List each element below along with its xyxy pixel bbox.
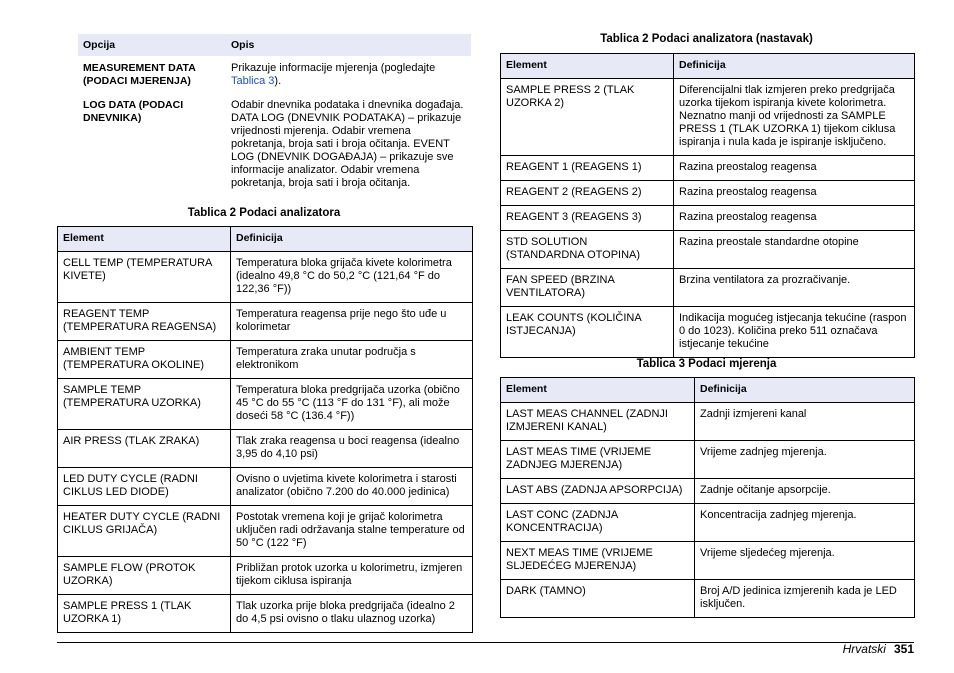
table-row xyxy=(58,557,473,595)
table2-caption: Tablica 2 Podaci analizatora xyxy=(187,207,341,219)
definition-cell: Indikacija mogućeg istjecanja tekućine (raspon 0 do 1023). Količina preko 511 označava istjecanje tekućine xyxy=(674,307,915,358)
table-row xyxy=(501,206,915,231)
element-cell: FAN SPEED (BRZINA VENTILATORA) xyxy=(501,269,674,307)
definition-cell: Vrijeme zadnjeg mjerenja. xyxy=(695,441,915,479)
element-cell: DARK (TAMNO) xyxy=(501,580,695,618)
table2-cont-header-element: Element xyxy=(501,54,674,79)
option-name: LOG DATA (PODACI DNEVNIKA) xyxy=(83,99,184,124)
table2-cont-analyzer-data xyxy=(500,53,915,358)
table-row xyxy=(501,181,915,206)
table-row xyxy=(58,303,473,341)
element-cell: HEATER DUTY CYCLE (RADNI CIKLUS GRIJAČA) xyxy=(58,506,231,557)
table2-cont-header-definition: Definicija xyxy=(674,54,915,79)
options-header-row xyxy=(78,34,471,56)
element-cell: LAST CONC (ZADNJA KONCENTRACIJA) xyxy=(501,504,695,542)
option-name: MEASUREMENT DATA (PODACI MJERENJA) xyxy=(83,62,196,87)
element-cell: LAST ABS (ZADNJA APSORPCIJA) xyxy=(501,479,695,504)
options-row-log-data xyxy=(78,92,471,194)
definition-cell: Temperatura reagensa prije nego što uđe u kolorimetar xyxy=(231,303,473,341)
element-cell: LAST MEAS TIME (VRIJEME ZADNJEG MJERENJA) xyxy=(501,441,695,479)
table-row xyxy=(58,430,473,468)
definition-cell: Razina preostalog reagensa xyxy=(674,206,915,231)
definition-cell: Temperatura bloka grijača kivete kolorimetra (idealno 49,8 °C do 50,2 °C (121,64 °F do 122,36 °F)) xyxy=(231,252,473,303)
table-row xyxy=(58,252,473,303)
element-cell: SAMPLE PRESS 2 (TLAK UZORKA 2) xyxy=(501,79,674,156)
definition-cell: Tlak uzorka prije bloka predgrijača (idealno 2 do 4,5 psi ovisno o tlaku ulaznog uzorka) xyxy=(231,595,473,633)
element-cell: SAMPLE TEMP (TEMPERATURA UZORKA) xyxy=(58,379,231,430)
element-cell: CELL TEMP (TEMPERATURA KIVETE) xyxy=(58,252,231,303)
definition-cell: Temperatura zraka unutar područja s elektronikom xyxy=(231,341,473,379)
table2-header-element: Element xyxy=(58,227,231,252)
option-description-end: ). xyxy=(274,75,282,87)
footer-rule xyxy=(57,642,914,643)
element-cell: REAGENT 2 (REAGENS 2) xyxy=(501,181,674,206)
options-table xyxy=(78,34,471,194)
element-cell: SAMPLE PRESS 1 (TLAK UZORKA 1) xyxy=(58,595,231,633)
table2-cont-header-row xyxy=(501,54,915,79)
element-cell: STD SOLUTION (STANDARDNA OTOPINA) xyxy=(501,231,674,269)
table-row xyxy=(501,79,915,156)
definition-cell: Razina preostalog reagensa xyxy=(674,181,915,206)
table-row xyxy=(501,441,915,479)
element-cell: REAGENT 3 (REAGENS 3) xyxy=(501,206,674,231)
table-row xyxy=(501,542,915,580)
table3-caption: Tablica 3 Podaci mjerenja xyxy=(636,358,777,370)
table-row xyxy=(58,468,473,506)
table-row xyxy=(58,379,473,430)
options-header-description: Opis xyxy=(226,34,471,56)
definition-cell: Brzina ventilatora za prozračivanje. xyxy=(674,269,915,307)
options-header-option: Opcija xyxy=(78,34,226,56)
option-description xyxy=(226,56,471,92)
table-row xyxy=(501,156,915,181)
table-row xyxy=(58,341,473,379)
definition-cell: Tlak zraka reagensa u boci reagensa (idealno 3,95 do 4,10 psi) xyxy=(231,430,473,468)
table-3-link[interactable]: Tablica 3 xyxy=(231,75,275,87)
definition-cell: Zadnje očitanje apsorpcije. xyxy=(695,479,915,504)
element-cell: LED DUTY CYCLE (RADNI CIKLUS LED DIODE) xyxy=(58,468,231,506)
definition-cell: Zadnji izmjereni kanal xyxy=(695,403,915,441)
table-row xyxy=(58,506,473,557)
page-footer xyxy=(843,643,914,656)
table-row xyxy=(501,307,915,358)
element-cell: AIR PRESS (TLAK ZRAKA) xyxy=(58,430,231,468)
element-cell: LEAK COUNTS (KOLIČINA ISTJECANJA) xyxy=(501,307,674,358)
element-cell: SAMPLE FLOW (PROTOK UZORKA) xyxy=(58,557,231,595)
element-cell: REAGENT 1 (REAGENS 1) xyxy=(501,156,674,181)
definition-cell: Približan protok uzorka u kolorimetru, izmjeren tijekom ciklusa ispiranja xyxy=(231,557,473,595)
definition-cell: Postotak vremena koji je grijač kolorimetra uključen radi održavanja stalne temperature od 50 °C (122 °F) xyxy=(231,506,473,557)
definition-cell: Broj A/D jedinica izmjerenih kada je LED isključen. xyxy=(695,580,915,618)
table-row xyxy=(501,403,915,441)
table3-header-row xyxy=(501,378,915,403)
table-row xyxy=(501,231,915,269)
table-row xyxy=(501,269,915,307)
element-cell: LAST MEAS CHANNEL (ZADNJI IZMJERENI KANAL) xyxy=(501,403,695,441)
option-description-text: Prikazuje informacije mjerenja (pogledajte xyxy=(231,62,436,74)
table3-header-element: Element xyxy=(501,378,695,403)
option-description: Odabir dnevnika podataka i dnevnika događaja. DATA LOG (DNEVNIK PODATAKA) – prikazuje vrijednosti mjerenja. Odabir vremena pokretanja, broja sati i broja očitanja. EVENT LOG (DNEVNIK DOGAĐAJA) – prikazuje sve informacije analizator. Odabir vremena pokretanja, broja sati i broja očitanja. xyxy=(231,99,464,189)
page-number: 351 xyxy=(893,642,914,656)
table2-analyzer-data xyxy=(57,226,473,633)
definition-cell: Temperatura bloka predgrijača uzorka (obično 45 °C do 55 °C (113 °F do 131 °F), ali može doseći 58 °C (136.4 °F)) xyxy=(231,379,473,430)
definition-cell: Diferencijalni tlak izmjeren preko predgrijača uzorka tijekom ispiranja kivete kolorimetra. Neznatno manji od vrijednosti za SAMPLE PRESS 1 (TLAK UZORKA 1) tijekom ciklusa ispiranja i nula kada je ispiranje isključeno. xyxy=(674,79,915,156)
options-row-measurement-data xyxy=(78,56,471,92)
table-row xyxy=(501,479,915,504)
definition-cell: Koncentracija zadnjeg mjerenja. xyxy=(695,504,915,542)
table2-cont-caption: Tablica 2 Podaci analizatora (nastavak) xyxy=(600,33,813,45)
element-cell: REAGENT TEMP (TEMPERATURA REAGENSA) xyxy=(58,303,231,341)
table-row xyxy=(501,580,915,618)
table3-header-definition: Definicija xyxy=(695,378,915,403)
table-row xyxy=(501,504,915,542)
definition-cell: Vrijeme sljedećeg mjerenja. xyxy=(695,542,915,580)
definition-cell: Ovisno o uvjetima kivete kolorimetra i starosti analizator (obično 7.200 do 40.000 jedinica) xyxy=(231,468,473,506)
table2-header-definition: Definicija xyxy=(231,227,473,252)
footer-language: Hrvatski xyxy=(842,642,886,656)
table-row xyxy=(58,595,473,633)
element-cell: NEXT MEAS TIME (VRIJEME SLJEDEĆEG MJERENJA) xyxy=(501,542,695,580)
definition-cell: Razina preostalog reagensa xyxy=(674,156,915,181)
element-cell: AMBIENT TEMP (TEMPERATURA OKOLINE) xyxy=(58,341,231,379)
table2-header-row xyxy=(58,227,473,252)
definition-cell: Razina preostale standardne otopine xyxy=(674,231,915,269)
table3-measurement-data xyxy=(500,377,915,618)
